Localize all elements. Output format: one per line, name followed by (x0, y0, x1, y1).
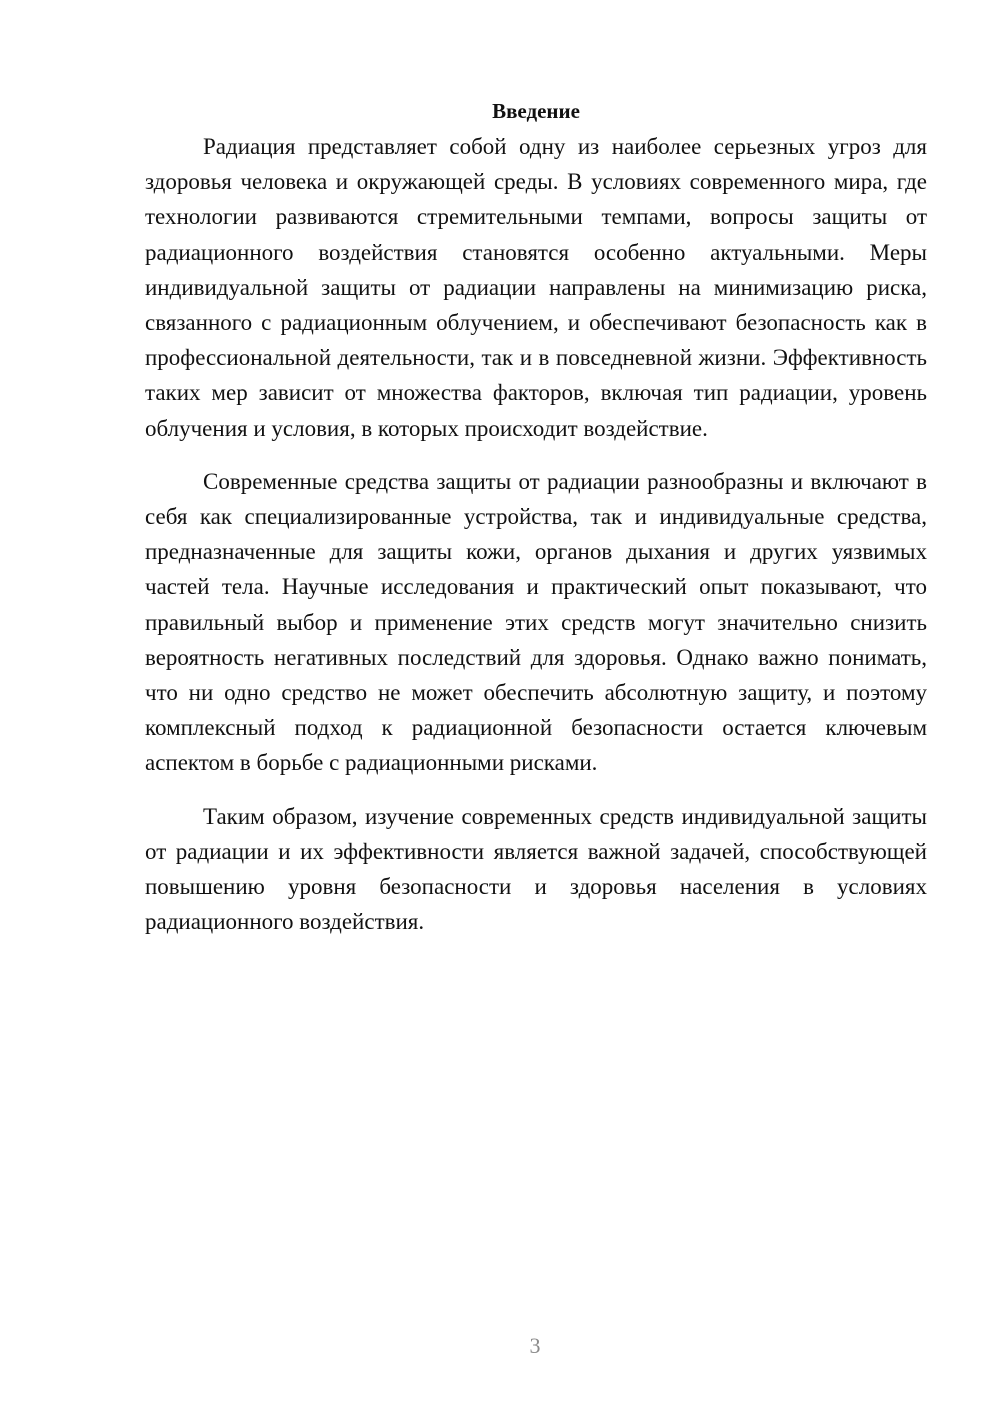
page-number: 3 (529, 1333, 541, 1358)
section-title: Введение (492, 99, 580, 123)
paragraph-2: Современные средства защиты от радиации разнообразны и включают в себя как специализированные устройства, так и индивидуальные средства, предназначенные для защиты кожи, органов дыхания и других уязвимых частей тела. Научные исследования и практический опыт показывают, что правильный выбор и применение этих средств могут значительно снизить вероятность негативных последствий для здоровья. Однако важно понимать, что ни одно средство не может обеспечить абсолютную защиту, и поэтому комплексный подход к радиационной безопасности остается ключевым аспектом в борьбе с радиационными рисками. (145, 468, 927, 776)
paragraph-3: Таким образом, изучение современных средств индивидуальной защиты от радиации и их эффективности является важной задачей, способствующей повышению уровня безопасности и здоровья населения в условиях радиационного воздействия. (145, 803, 927, 935)
paragraph-1: Радиация представляет собой одну из наиболее серьезных угроз для здоровья человека и окружающей среды. В условиях современного мира, где технологии развиваются стремительными темпами, вопросы защиты от радиационного воздействия становятся особенно актуальными. Меры индивидуальной защиты от радиации направлены на минимизацию риска, связанного с радиационным облучением, и обеспечивают безопасность как в профессиональной деятельности, так и в повседневной жизни. Эффективность таких мер зависит от множества факторов, включая тип радиации, уровень облучения и условия, в которых происходит воздействие. (145, 134, 927, 441)
page-content (145, 93, 927, 939)
